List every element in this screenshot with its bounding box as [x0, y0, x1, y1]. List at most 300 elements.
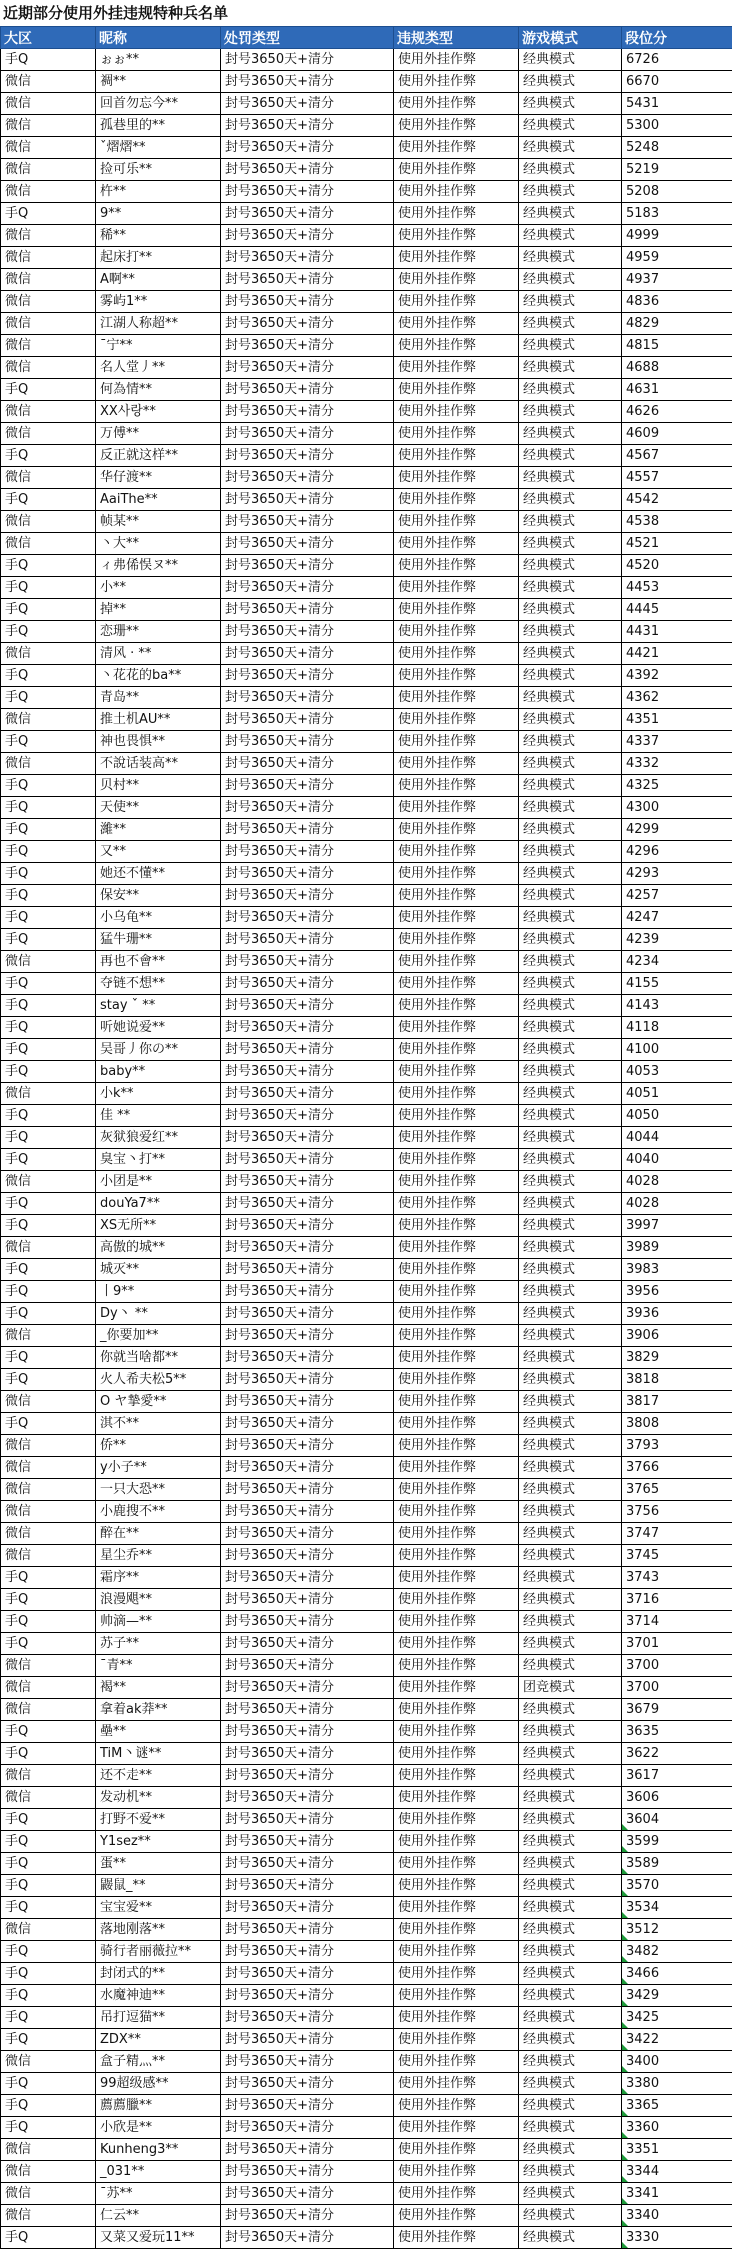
cell-penalty-type: 封号3650天+清分 — [221, 2073, 394, 2095]
cell-region: 微信 — [1, 1501, 96, 1523]
cell-violation-type: 使用外挂作弊 — [394, 533, 519, 555]
cell-rank-score: 4234 — [622, 951, 732, 973]
table-row — [1, 1743, 732, 1765]
cell-penalty-type: 封号3650天+清分 — [221, 1853, 394, 1875]
cell-nickname: ˉ苏** — [96, 2183, 221, 2205]
cell-warning-flag-icon — [622, 2220, 628, 2226]
cell-warning-flag-icon — [622, 2176, 628, 2182]
cell-rank-score: 4050 — [622, 1105, 732, 1127]
cell-nickname: 小** — [96, 577, 221, 599]
cell-penalty-type: 封号3650天+清分 — [221, 181, 394, 203]
cell-rank-score: 4836 — [622, 291, 732, 313]
table-row — [1, 929, 732, 951]
cell-violation-type: 使用外挂作弊 — [394, 1985, 519, 2007]
cell-penalty-type: 封号3650天+清分 — [221, 1985, 394, 2007]
cell-game-mode: 经典模式 — [519, 1765, 622, 1787]
cell-penalty-type: 封号3650天+清分 — [221, 379, 394, 401]
cell-nickname: ˇ熠熠** — [96, 137, 221, 159]
cell-penalty-type: 封号3650天+清分 — [221, 2117, 394, 2139]
cell-region: 手Q — [1, 49, 96, 71]
cell-violation-type: 使用外挂作弊 — [394, 2007, 519, 2029]
cell-violation-type: 使用外挂作弊 — [394, 1765, 519, 1787]
cell-region: 微信 — [1, 2051, 96, 2073]
cell-penalty-type: 封号3650天+清分 — [221, 1105, 394, 1127]
cell-region: 手Q — [1, 1259, 96, 1281]
cell-violation-type: 使用外挂作弊 — [394, 665, 519, 687]
cell-nickname: 还不走** — [96, 1765, 221, 1787]
cell-rank-score: 3617 — [622, 1765, 732, 1787]
cell-violation-type: 使用外挂作弊 — [394, 1743, 519, 1765]
cell-region: 微信 — [1, 1457, 96, 1479]
cell-rank-score: 4445 — [622, 599, 732, 621]
ban-list-table — [0, 26, 732, 2249]
cell-penalty-type: 封号3650天+清分 — [221, 1633, 394, 1655]
cell-nickname: y小子** — [96, 1457, 221, 1479]
table-row — [1, 1655, 732, 1677]
cell-nickname: 杵** — [96, 181, 221, 203]
cell-rank-score: 3817 — [622, 1391, 732, 1413]
cell-nickname: 拿着ak莽** — [96, 1699, 221, 1721]
cell-game-mode: 经典模式 — [519, 2205, 622, 2227]
table-row — [1, 203, 732, 225]
cell-region: 手Q — [1, 1589, 96, 1611]
cell-violation-type: 使用外挂作弊 — [394, 137, 519, 159]
cell-game-mode: 经典模式 — [519, 379, 622, 401]
cell-rank-score: 3808 — [622, 1413, 732, 1435]
table-row — [1, 159, 732, 181]
cell-region: 微信 — [1, 115, 96, 137]
cell-region: 手Q — [1, 577, 96, 599]
cell-rank-score: 3622 — [622, 1743, 732, 1765]
cell-penalty-type: 封号3650天+清分 — [221, 2139, 394, 2161]
cell-rank-score: 4053 — [622, 1061, 732, 1083]
cell-rank-score: 3716 — [622, 1589, 732, 1611]
cell-nickname: O ヤ摯愛** — [96, 1391, 221, 1413]
cell-penalty-type: 封号3650天+清分 — [221, 2227, 394, 2249]
cell-violation-type: 使用外挂作弊 — [394, 1941, 519, 1963]
cell-game-mode: 经典模式 — [519, 1787, 622, 1809]
cell-penalty-type: 封号3650天+清分 — [221, 1875, 394, 1897]
cell-region: 微信 — [1, 247, 96, 269]
cell-rank-score: 4143 — [622, 995, 732, 1017]
cell-region: 微信 — [1, 181, 96, 203]
cell-rank-score: 4538 — [622, 511, 732, 533]
table-row — [1, 1941, 732, 1963]
cell-nickname: ˉ青** — [96, 1655, 221, 1677]
cell-rank-score: 3701 — [622, 1633, 732, 1655]
cell-nickname: 小乌龟** — [96, 907, 221, 929]
cell-rank-score: 3589 — [622, 1853, 732, 1875]
cell-region: 微信 — [1, 225, 96, 247]
cell-rank-score: 4626 — [622, 401, 732, 423]
cell-game-mode: 经典模式 — [519, 665, 622, 687]
cell-rank-score: 4609 — [622, 423, 732, 445]
cell-rank-score: 5183 — [622, 203, 732, 225]
table-row — [1, 1787, 732, 1809]
cell-nickname: 褐** — [96, 1677, 221, 1699]
cell-game-mode: 经典模式 — [519, 2161, 622, 2183]
cell-nickname: douYa7** — [96, 1193, 221, 1215]
cell-game-mode: 经典模式 — [519, 709, 622, 731]
cell-rank-score: 3400 — [622, 2051, 732, 2073]
table-row — [1, 775, 732, 797]
cell-warning-flag-icon — [622, 2132, 628, 2138]
cell-violation-type: 使用外挂作弊 — [394, 1325, 519, 1347]
table-row — [1, 665, 732, 687]
cell-game-mode: 经典模式 — [519, 1501, 622, 1523]
cell-warning-flag-icon — [622, 1868, 628, 1874]
cell-penalty-type: 封号3650天+清分 — [221, 115, 394, 137]
table-row — [1, 1457, 732, 1479]
cell-rank-score: 3765 — [622, 1479, 732, 1501]
header-row — [1, 27, 732, 49]
cell-penalty-type: 封号3650天+清分 — [221, 643, 394, 665]
cell-region: 手Q — [1, 555, 96, 577]
cell-game-mode: 经典模式 — [519, 995, 622, 1017]
cell-game-mode: 经典模式 — [519, 2183, 622, 2205]
cell-violation-type: 使用外挂作弊 — [394, 929, 519, 951]
table-row — [1, 555, 732, 577]
cell-nickname: ˉ宁** — [96, 335, 221, 357]
cell-region: 手Q — [1, 1193, 96, 1215]
cell-violation-type: 使用外挂作弊 — [394, 2029, 519, 2051]
cell-nickname: 雾屿1** — [96, 291, 221, 313]
cell-rank-score: 4815 — [622, 335, 732, 357]
cell-penalty-type: 封号3650天+清分 — [221, 445, 394, 467]
cell-nickname: 盒子精灬** — [96, 2051, 221, 2073]
cell-region: 手Q — [1, 1963, 96, 1985]
table-row — [1, 863, 732, 885]
cell-violation-type: 使用外挂作弊 — [394, 181, 519, 203]
table-row — [1, 1105, 732, 1127]
cell-region: 手Q — [1, 1061, 96, 1083]
cell-region: 手Q — [1, 2073, 96, 2095]
cell-nickname: 城灭** — [96, 1259, 221, 1281]
cell-nickname: 薦薦臘** — [96, 2095, 221, 2117]
cell-nickname: 醉在** — [96, 1523, 221, 1545]
cell-rank-score: 4051 — [622, 1083, 732, 1105]
cell-rank-score: 3714 — [622, 1611, 732, 1633]
cell-region: 手Q — [1, 1853, 96, 1875]
cell-violation-type: 使用外挂作弊 — [394, 291, 519, 313]
cell-violation-type: 使用外挂作弊 — [394, 1479, 519, 1501]
cell-game-mode: 经典模式 — [519, 1611, 622, 1633]
cell-penalty-type: 封号3650天+清分 — [221, 291, 394, 313]
table-row — [1, 1391, 732, 1413]
cell-violation-type: 使用外挂作弊 — [394, 225, 519, 247]
cell-nickname: 又菜又爱玩11** — [96, 2227, 221, 2249]
table-row — [1, 885, 732, 907]
table-row — [1, 269, 732, 291]
cell-region: 手Q — [1, 1743, 96, 1765]
cell-nickname: 万傅** — [96, 423, 221, 445]
cell-game-mode: 经典模式 — [519, 1171, 622, 1193]
cell-game-mode: 经典模式 — [519, 621, 622, 643]
cell-rank-score: 3570 — [622, 1875, 732, 1897]
cell-penalty-type: 封号3650天+清分 — [221, 973, 394, 995]
cell-nickname: Kunheng3** — [96, 2139, 221, 2161]
cell-game-mode: 经典模式 — [519, 1127, 622, 1149]
cell-rank-score: 3679 — [622, 1699, 732, 1721]
cell-game-mode: 经典模式 — [519, 1259, 622, 1281]
cell-penalty-type: 封号3650天+清分 — [221, 841, 394, 863]
cell-rank-score: 4999 — [622, 225, 732, 247]
cell-region: 微信 — [1, 643, 96, 665]
cell-penalty-type: 封号3650天+清分 — [221, 1787, 394, 1809]
cell-game-mode: 经典模式 — [519, 1567, 622, 1589]
table-row — [1, 1963, 732, 1985]
table-row — [1, 1875, 732, 1897]
cell-region: 手Q — [1, 379, 96, 401]
table-row — [1, 2117, 732, 2139]
table-row — [1, 1039, 732, 1061]
cell-penalty-type: 封号3650天+清分 — [221, 489, 394, 511]
cell-game-mode: 经典模式 — [519, 973, 622, 995]
cell-violation-type: 使用外挂作弊 — [394, 1809, 519, 1831]
cell-nickname: 打野不爱** — [96, 1809, 221, 1831]
cell-penalty-type: 封号3650天+清分 — [221, 1545, 394, 1567]
cell-game-mode: 经典模式 — [519, 2139, 622, 2161]
cell-penalty-type: 封号3650天+清分 — [221, 1413, 394, 1435]
cell-penalty-type: 封号3650天+清分 — [221, 1017, 394, 1039]
cell-region: 手Q — [1, 2227, 96, 2249]
table-row — [1, 1831, 732, 1853]
cell-penalty-type: 封号3650天+清分 — [221, 1237, 394, 1259]
cell-nickname: 苏子** — [96, 1633, 221, 1655]
table-row — [1, 1919, 732, 1941]
table-row — [1, 1237, 732, 1259]
cell-region: 手Q — [1, 973, 96, 995]
table-row — [1, 1545, 732, 1567]
cell-violation-type: 使用外挂作弊 — [394, 1523, 519, 1545]
cell-region: 微信 — [1, 2205, 96, 2227]
header-penalty-type: 处罚类型 — [221, 27, 394, 49]
cell-penalty-type: 封号3650天+清分 — [221, 1149, 394, 1171]
table-row — [1, 1215, 732, 1237]
cell-penalty-type: 封号3650天+清分 — [221, 137, 394, 159]
cell-penalty-type: 封号3650天+清分 — [221, 1589, 394, 1611]
cell-region: 微信 — [1, 951, 96, 973]
table-row — [1, 643, 732, 665]
cell-region: 微信 — [1, 1787, 96, 1809]
cell-game-mode: 经典模式 — [519, 1303, 622, 1325]
cell-game-mode: 经典模式 — [519, 1413, 622, 1435]
cell-rank-score: 4257 — [622, 885, 732, 907]
cell-game-mode: 经典模式 — [519, 291, 622, 313]
table-row — [1, 401, 732, 423]
cell-penalty-type: 封号3650天+清分 — [221, 1325, 394, 1347]
cell-nickname: Dy丶 ** — [96, 1303, 221, 1325]
cell-rank-score: 3997 — [622, 1215, 732, 1237]
cell-warning-flag-icon — [622, 2198, 628, 2204]
table-row — [1, 577, 732, 599]
cell-rank-score: 5208 — [622, 181, 732, 203]
table-row — [1, 313, 732, 335]
cell-violation-type: 使用外挂作弊 — [394, 1897, 519, 1919]
cell-region: 手Q — [1, 775, 96, 797]
cell-penalty-type: 封号3650天+清分 — [221, 467, 394, 489]
cell-violation-type: 使用外挂作弊 — [394, 1787, 519, 1809]
table-row — [1, 445, 732, 467]
table-row — [1, 1985, 732, 2007]
cell-rank-score: 6726 — [622, 49, 732, 71]
cell-rank-score: 4247 — [622, 907, 732, 929]
cell-region: 手Q — [1, 1875, 96, 1897]
cell-nickname: baby** — [96, 1061, 221, 1083]
cell-violation-type: 使用外挂作弊 — [394, 709, 519, 731]
cell-penalty-type: 封号3650天+清分 — [221, 555, 394, 577]
table-row — [1, 467, 732, 489]
cell-warning-flag-icon — [622, 1912, 628, 1918]
cell-violation-type: 使用外挂作弊 — [394, 1457, 519, 1479]
table-body — [1, 49, 732, 2249]
cell-penalty-type: 封号3650天+清分 — [221, 49, 394, 71]
cell-game-mode: 经典模式 — [519, 1237, 622, 1259]
cell-rank-score: 6670 — [622, 71, 732, 93]
cell-penalty-type: 封号3650天+清分 — [221, 1039, 394, 1061]
cell-game-mode: 经典模式 — [519, 2029, 622, 2051]
table-row — [1, 1677, 732, 1699]
cell-violation-type: 使用外挂作弊 — [394, 401, 519, 423]
table-row — [1, 841, 732, 863]
cell-nickname: A啊** — [96, 269, 221, 291]
cell-violation-type: 使用外挂作弊 — [394, 71, 519, 93]
cell-nickname: 推土机AU** — [96, 709, 221, 731]
cell-penalty-type: 封号3650天+清分 — [221, 819, 394, 841]
cell-violation-type: 使用外挂作弊 — [394, 1501, 519, 1523]
cell-warning-flag-icon — [622, 1824, 628, 1830]
cell-warning-flag-icon — [622, 2000, 628, 2006]
cell-violation-type: 使用外挂作弊 — [394, 1039, 519, 1061]
cell-violation-type: 使用外挂作弊 — [394, 1303, 519, 1325]
cell-game-mode: 经典模式 — [519, 1435, 622, 1457]
cell-rank-score: 3936 — [622, 1303, 732, 1325]
header-rank-score: 段位分 — [622, 27, 732, 49]
cell-region: 手Q — [1, 1611, 96, 1633]
cell-game-mode: 经典模式 — [519, 1061, 622, 1083]
cell-rank-score: 3422 — [622, 2029, 732, 2051]
cell-rank-score: 3829 — [622, 1347, 732, 1369]
cell-violation-type: 使用外挂作弊 — [394, 1149, 519, 1171]
cell-nickname: 不說话装高** — [96, 753, 221, 775]
table-row — [1, 115, 732, 137]
cell-game-mode: 经典模式 — [519, 1017, 622, 1039]
cell-rank-score: 4937 — [622, 269, 732, 291]
cell-nickname: 江湖人称超** — [96, 313, 221, 335]
cell-penalty-type: 封号3650天+清分 — [221, 2205, 394, 2227]
cell-rank-score: 4521 — [622, 533, 732, 555]
cell-game-mode: 经典模式 — [519, 1721, 622, 1743]
cell-violation-type: 使用外挂作弊 — [394, 2073, 519, 2095]
cell-game-mode: 经典模式 — [519, 1699, 622, 1721]
cell-rank-score: 4332 — [622, 753, 732, 775]
cell-rank-score: 3747 — [622, 1523, 732, 1545]
cell-penalty-type: 封号3650天+清分 — [221, 621, 394, 643]
table-row — [1, 379, 732, 401]
cell-game-mode: 经典模式 — [519, 1325, 622, 1347]
cell-violation-type: 使用外挂作弊 — [394, 1017, 519, 1039]
cell-penalty-type: 封号3650天+清分 — [221, 577, 394, 599]
cell-region: 手Q — [1, 665, 96, 687]
cell-rank-score: 4337 — [622, 731, 732, 753]
cell-violation-type: 使用外挂作弊 — [394, 621, 519, 643]
cell-violation-type: 使用外挂作弊 — [394, 1435, 519, 1457]
cell-penalty-type: 封号3650天+清分 — [221, 929, 394, 951]
cell-violation-type: 使用外挂作弊 — [394, 357, 519, 379]
cell-region: 手Q — [1, 1369, 96, 1391]
cell-penalty-type: 封号3650天+清分 — [221, 775, 394, 797]
cell-game-mode: 经典模式 — [519, 115, 622, 137]
cell-violation-type: 使用外挂作弊 — [394, 269, 519, 291]
cell-region: 微信 — [1, 401, 96, 423]
cell-game-mode: 经典模式 — [519, 687, 622, 709]
table-row — [1, 1017, 732, 1039]
cell-region: 手Q — [1, 929, 96, 951]
cell-game-mode: 经典模式 — [519, 1083, 622, 1105]
cell-game-mode: 经典模式 — [519, 1479, 622, 1501]
cell-penalty-type: 封号3650天+清分 — [221, 357, 394, 379]
cell-region: 微信 — [1, 1523, 96, 1545]
cell-violation-type: 使用外挂作弊 — [394, 1061, 519, 1083]
cell-game-mode: 经典模式 — [519, 2073, 622, 2095]
cell-rank-score: 4155 — [622, 973, 732, 995]
cell-rank-score: 4959 — [622, 247, 732, 269]
cell-nickname: 又** — [96, 841, 221, 863]
cell-violation-type: 使用外挂作弊 — [394, 2227, 519, 2249]
cell-penalty-type: 封号3650天+清分 — [221, 1611, 394, 1633]
cell-game-mode: 经典模式 — [519, 159, 622, 181]
cell-nickname: 濰** — [96, 819, 221, 841]
cell-violation-type: 使用外挂作弊 — [394, 643, 519, 665]
cell-violation-type: 使用外挂作弊 — [394, 1347, 519, 1369]
cell-warning-flag-icon — [622, 2154, 628, 2160]
cell-penalty-type: 封号3650天+清分 — [221, 1831, 394, 1853]
cell-violation-type: 使用外挂作弊 — [394, 49, 519, 71]
cell-nickname: 落地刚落** — [96, 1919, 221, 1941]
cell-penalty-type: 封号3650天+清分 — [221, 1963, 394, 1985]
table-row — [1, 225, 732, 247]
cell-violation-type: 使用外挂作弊 — [394, 2139, 519, 2161]
cell-nickname: 反正就这样** — [96, 445, 221, 467]
cell-game-mode: 经典模式 — [519, 203, 622, 225]
table-row — [1, 533, 732, 555]
cell-violation-type: 使用外挂作弊 — [394, 1875, 519, 1897]
cell-rank-score: 3351 — [622, 2139, 732, 2161]
cell-region: 微信 — [1, 1237, 96, 1259]
cell-warning-flag-icon — [622, 1890, 628, 1896]
cell-game-mode: 经典模式 — [519, 2007, 622, 2029]
cell-region: 手Q — [1, 2095, 96, 2117]
table-row — [1, 1809, 732, 1831]
cell-region: 微信 — [1, 357, 96, 379]
cell-violation-type: 使用外挂作弊 — [394, 467, 519, 489]
table-row — [1, 2139, 732, 2161]
cell-game-mode: 经典模式 — [519, 753, 622, 775]
cell-penalty-type: 封号3650天+清分 — [221, 665, 394, 687]
cell-region: 微信 — [1, 2183, 96, 2205]
cell-game-mode: 经典模式 — [519, 1281, 622, 1303]
cell-nickname: 灰狱狼爱红** — [96, 1127, 221, 1149]
cell-nickname: Y1sez** — [96, 1831, 221, 1853]
cell-violation-type: 使用外挂作弊 — [394, 1193, 519, 1215]
cell-game-mode: 经典模式 — [519, 1853, 622, 1875]
cell-region: 手Q — [1, 1413, 96, 1435]
cell-game-mode: 经典模式 — [519, 335, 622, 357]
cell-game-mode: 经典模式 — [519, 1875, 622, 1897]
cell-region: 微信 — [1, 1919, 96, 1941]
cell-penalty-type: 封号3650天+清分 — [221, 1127, 394, 1149]
cell-region: 微信 — [1, 533, 96, 555]
